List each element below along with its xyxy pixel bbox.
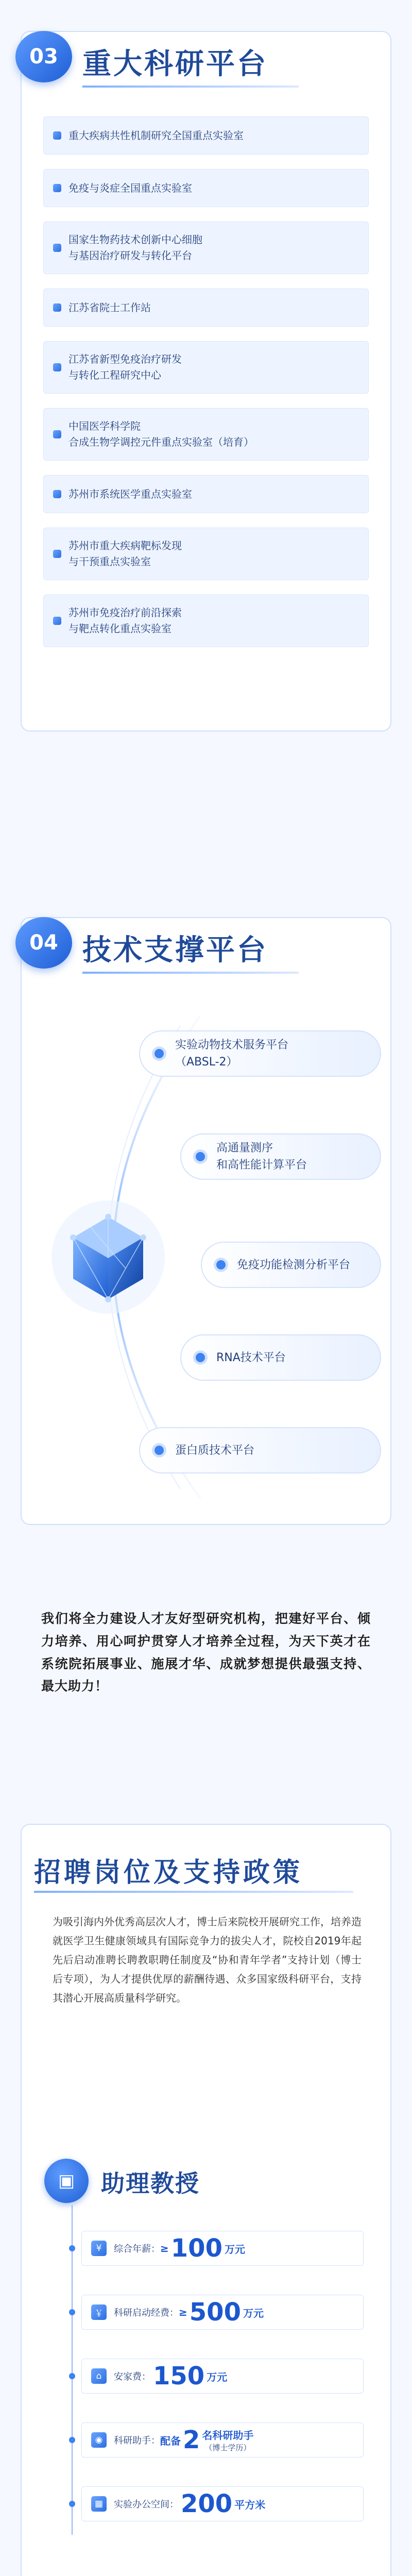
section-04-title: 技术支撑平台 <box>82 934 268 967</box>
benefit-label: 综合年薪： <box>114 2244 160 2255</box>
platform-pill-label: 实验动物技术服务平台 （ABSL-2） <box>175 1039 289 1069</box>
benefit-unit-wrap <box>243 2305 264 2320</box>
lab-item-label: 江苏省新型免疫治疗研发 与转化工程研究中心 <box>68 353 182 381</box>
lab-item <box>43 528 369 580</box>
bullet-icon <box>53 490 61 498</box>
platform-pill <box>139 1427 381 1473</box>
platform-pill-label: 免疫功能检测分析平台 <box>237 1258 351 1272</box>
benefit-icon: ¥ <box>91 2241 107 2256</box>
benefit-label: 实验办公空间： <box>114 2499 179 2510</box>
lab-item-label: 江苏省院士工作站 <box>68 301 151 314</box>
benefit-row <box>81 2231 364 2266</box>
lab-item-label: 苏州市重大疾病靶标发现 与干预重点实验室 <box>68 539 182 568</box>
benefit-unit: 万元 <box>224 2243 245 2256</box>
benefit-unit-wrap <box>234 2497 265 2512</box>
benefit-label: 科研助手： <box>114 2435 160 2446</box>
tier-icon: ▣ <box>44 2159 89 2203</box>
timeline-dot <box>69 2437 75 2443</box>
benefit-row <box>81 2422 364 2458</box>
bullet-icon <box>216 1260 226 1269</box>
benefit-unit: 平方米 <box>234 2498 266 2511</box>
benefit-unit: 万元 <box>207 2370 228 2383</box>
benefit-icon: ⌂ <box>91 2368 107 2384</box>
lab-item <box>43 169 369 207</box>
bullet-icon <box>53 244 61 252</box>
benefit-row <box>81 2295 364 2330</box>
benefit-unit: 名科研助手 <box>202 2429 254 2442</box>
bullet-icon <box>154 1049 164 1058</box>
benefit-value: 100 <box>170 2234 222 2263</box>
section-04-number: 04 <box>15 917 72 969</box>
bullet-icon <box>53 184 61 192</box>
platform-pill <box>139 1030 381 1077</box>
benefit-label: 科研启动经费： <box>114 2308 179 2318</box>
lab-item <box>43 222 369 274</box>
lab-item <box>43 595 369 647</box>
recruit-intro: 为吸引海内外优秀高层次人才，博士后来院校开展研究工作，培养造就医学卫生健康领域具有国际竞争力的拔尖人才，院校自2019年起先后启动准聘长聘教职聘任制度及“协和青年学者”支持计划（博士后专项），为人才提供优厚的薪酬待遇、众多国家级科研平台，支持其潜心开展高质量科学研究。 <box>53 1916 362 2004</box>
benefit-value: 2 <box>183 2426 200 2454</box>
benefit-icon: ◉ <box>91 2432 107 2448</box>
bullet-icon <box>196 1353 205 1362</box>
benefit-note: （博士学历） <box>204 2443 251 2452</box>
benefit-row <box>81 2359 364 2394</box>
platform-pill-label: 高通量测序 和高性能计算平台 <box>216 1142 307 1172</box>
timeline-dot <box>69 2373 75 2379</box>
lab-item-label: 重大疾病共性机制研究全国重点实验室 <box>68 129 244 142</box>
bullet-icon <box>196 1152 205 1161</box>
bullet-icon <box>53 430 61 438</box>
bullet-icon <box>53 303 61 312</box>
recruit-title-line <box>34 1891 353 1893</box>
benefit-icon: ￥ <box>91 2304 107 2320</box>
lab-item-label: 苏州市系统医学重点实验室 <box>68 487 192 500</box>
platform-pill-label: 蛋白质技术平台 <box>175 1444 255 1457</box>
benefit-row <box>81 2486 364 2521</box>
lab-item <box>43 341 369 394</box>
benefit-unit-wrap <box>207 2369 227 2384</box>
platform-pill <box>180 1334 381 1381</box>
benefit-unit-wrap <box>202 2427 253 2453</box>
benefit-prefix: 配备 <box>160 2434 181 2447</box>
section-03-number: 03 <box>15 31 72 82</box>
benefit-unit: 万元 <box>243 2307 264 2319</box>
section-03-title-line <box>82 86 299 88</box>
platform-pill <box>201 1242 381 1288</box>
talent-statement: 我们将全力建设人才友好型研究机构，把建好平台、倾力培养、用心呵护贯穿人才培养全过程，为天下英才在系统院拓展事业、施展才华、成就梦想提供最强支持、最大助力！ <box>41 1611 371 1694</box>
benefit-value: 150 <box>153 2362 205 2391</box>
bullet-icon <box>53 363 61 371</box>
lab-item <box>43 475 369 513</box>
bullet-icon <box>53 131 61 140</box>
lab-item-label: 中国医学科学院 合成生物学调控元件重点实验室（培育） <box>68 420 254 448</box>
section-03-title: 重大科研平台 <box>82 47 268 81</box>
lab-item <box>43 408 369 461</box>
tier-connector-line <box>72 2205 73 2535</box>
tier-name: 助理教授 <box>101 2170 200 2197</box>
platform-pill <box>180 1133 381 1180</box>
timeline-dot <box>69 2501 75 2507</box>
platform-pill-label: RNA技术平台 <box>216 1351 286 1364</box>
timeline-dot <box>69 2245 75 2251</box>
benefit-icon: ▦ <box>91 2496 107 2512</box>
benefit-value: 500 <box>189 2298 241 2327</box>
benefit-prefix: ≥ <box>179 2306 187 2318</box>
benefit-prefix: ≥ <box>160 2242 169 2255</box>
lab-item-label: 苏州市免疫治疗前沿探索 与靶点转化重点实验室 <box>68 606 182 635</box>
benefit-label: 安家费： <box>114 2371 151 2382</box>
section-04-title-line <box>82 972 299 974</box>
bullet-icon <box>53 617 61 625</box>
benefit-unit-wrap <box>225 2241 245 2256</box>
lab-item-label: 免疫与炎症全国重点实验室 <box>68 181 192 194</box>
lab-item <box>43 116 369 155</box>
lab-item <box>43 289 369 327</box>
recruit-title: 招聘岗位及支持政策 <box>34 1857 303 1888</box>
timeline-dot <box>69 2309 75 2315</box>
lab-item-label: 国家生物药技术创新中心细胞 与基因治疗研发与转化平台 <box>68 233 202 262</box>
bullet-icon <box>53 550 61 558</box>
bullet-icon <box>154 1446 164 1455</box>
benefit-value: 200 <box>181 2489 233 2518</box>
